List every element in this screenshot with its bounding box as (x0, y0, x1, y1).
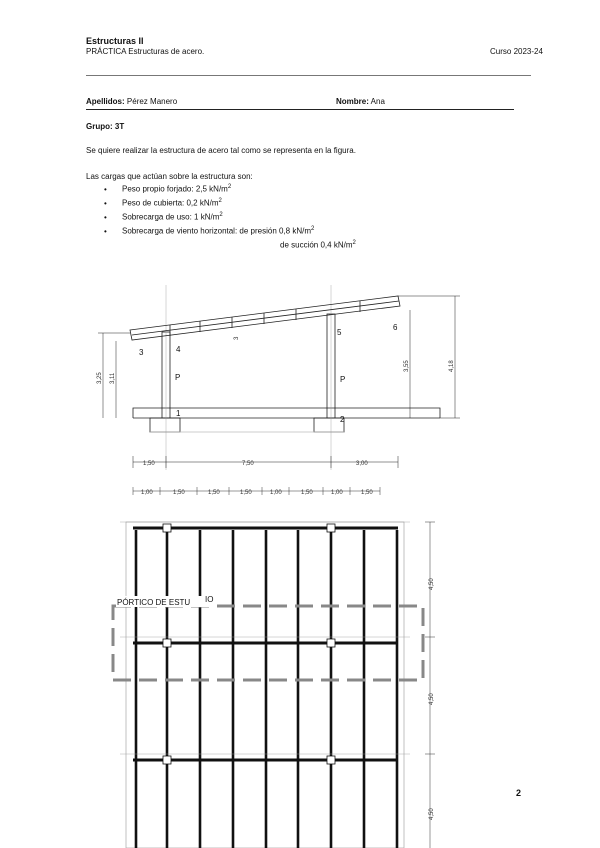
course-title: Estructuras II (86, 36, 144, 46)
pillar-marker (327, 524, 335, 532)
top-dim: 1,50 (173, 490, 185, 496)
node-5: 5 (337, 328, 342, 337)
span-dim-c: 3,00 (356, 461, 368, 467)
right-dim: 4,50 (429, 693, 435, 705)
pillar-marker (327, 639, 335, 647)
load-item: • Sobrecarga de uso: 1 $kN/m^2$ (104, 212, 223, 222)
top-dim: 1,50 (240, 490, 252, 496)
name-value: Ana (370, 97, 385, 106)
top-dim: 1,50 (361, 490, 373, 496)
top-dim: 1,50 (301, 490, 313, 496)
plan-labels (116, 578, 435, 820)
pillar-label-right: P (340, 375, 346, 384)
intro-text: Se quiere realizar la estructura de acero tal como se representa en la figura. (86, 146, 356, 155)
name-label: Nombre: (336, 97, 369, 106)
node-1: 1 (176, 409, 181, 418)
plan-top-dimensions (133, 487, 380, 495)
height-dim-left-outer: 3,25 (97, 372, 103, 384)
pillar-label-left: P (175, 373, 181, 382)
pillar-marker (163, 524, 171, 532)
span-dim-b: 7,50 (242, 461, 254, 467)
group-label: Grupo: 3T (86, 122, 125, 131)
top-dim: 1,00 (331, 490, 343, 496)
purlins (136, 530, 397, 848)
pillar-marker (163, 756, 171, 764)
pillar-marker (327, 756, 335, 764)
loads-title: Las cargas que actúan sobre la estructura son: (86, 172, 253, 181)
pillar-marker (163, 639, 171, 647)
height-dim-right-inner: 3,55 (404, 360, 410, 372)
load-item: • Sobrecarga de viento horizontal: de presión 0,8 $kN/m^2$ (104, 226, 315, 236)
top-dim: 1,00 (270, 490, 282, 496)
load-item-suction: de succión 0,4 $kN/m^2$ (280, 240, 356, 250)
right-dim: 4,50 (429, 808, 435, 820)
elevation-labels (97, 323, 455, 467)
page-number: 2 (516, 788, 522, 798)
plan-drawing (113, 522, 435, 848)
node-6: 6 (393, 323, 398, 332)
right-dim: 4,50 (429, 578, 435, 590)
practice-title: PRÁCTICA Estructuras de acero. (86, 47, 205, 56)
study-frame-label: PÓRTICO DE ESTU (117, 598, 191, 607)
surname-label: Apellidos: (86, 97, 125, 106)
node-4: 4 (176, 345, 181, 354)
course-year: Curso 2023-24 (490, 47, 543, 56)
node-2: 2 (340, 415, 345, 424)
study-frame-label-tail: IO (205, 595, 214, 604)
height-dim-4: 3 (234, 336, 240, 340)
load-item: • Peso propio forjado: 2,5 $kN/m^2$ (104, 184, 232, 194)
elevation-drawing (98, 285, 460, 470)
top-dim: 1,50 (208, 490, 220, 496)
height-dim-right-outer: 4,18 (449, 360, 455, 372)
load-item: • Peso de cubierta: 0,2 $kN/m^2$ (104, 198, 222, 208)
height-dim-left-inner: 3,11 (110, 372, 116, 384)
top-dim: 1,00 (141, 490, 153, 496)
node-3: 3 (139, 348, 144, 357)
span-dim-a: 1,50 (143, 461, 155, 467)
footing-left (150, 418, 180, 432)
surname-value: Pérez Manero (126, 97, 178, 106)
